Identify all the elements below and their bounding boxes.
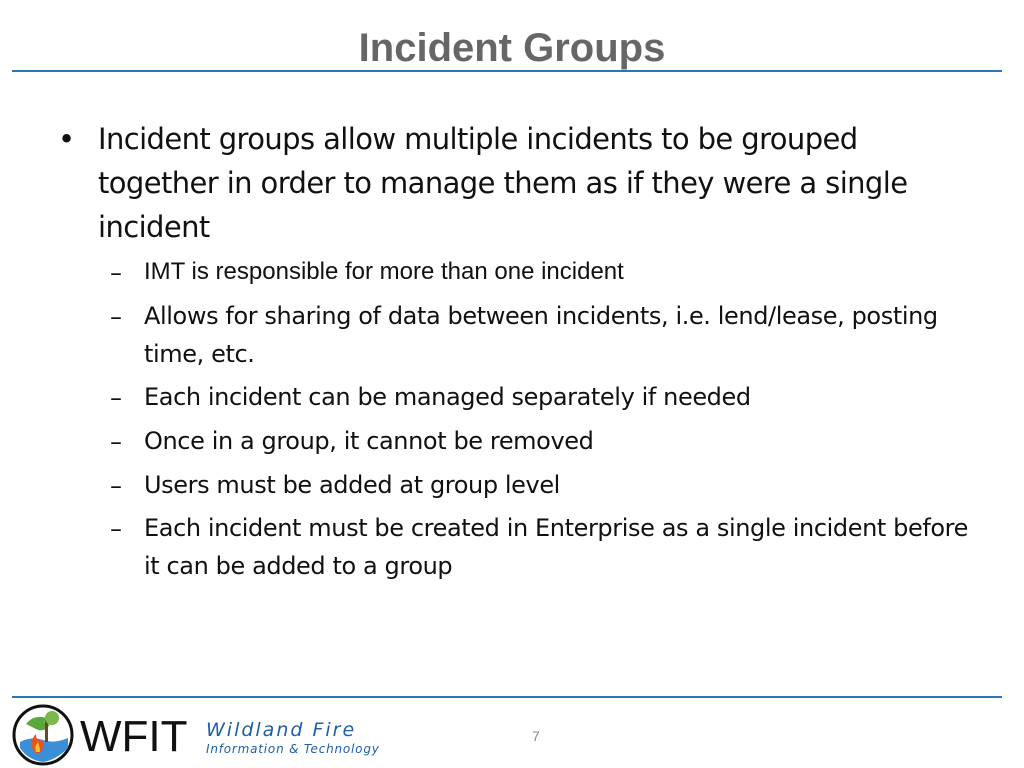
- sub-bullet-2: Allows for sharing of data between incidents, i.e. lend/lease, posting time, etc.: [144, 302, 938, 368]
- footer-divider: [12, 696, 1002, 698]
- brand-tagline-line2: Information & Technology: [206, 742, 380, 756]
- sub-bullet-marker: –: [110, 472, 122, 500]
- sub-bullet-5: Users must be added at group level: [144, 471, 560, 499]
- sub-bullet-marker: –: [110, 384, 122, 412]
- sub-bullet-3: Each incident can be managed separately if needed: [144, 383, 751, 411]
- brand-tagline-line1: Wildland Fire: [206, 719, 357, 741]
- main-bullet-text: Incident groups allow multiple incidents to be grouped together in order to manage them as if they were a single incident: [98, 122, 908, 244]
- sub-bullet-1: IMT is responsible for more than one incident: [144, 258, 624, 285]
- sub-bullet-4: Once in a group, it cannot be removed: [144, 427, 594, 455]
- title-divider: [12, 70, 1002, 72]
- sub-bullet-6: Each incident must be created in Enterprise as a single incident before it can be added to a group: [144, 514, 968, 580]
- sub-bullet-marker: –: [110, 428, 122, 456]
- page-number: 7: [532, 728, 540, 744]
- sub-bullet-marker: –: [110, 515, 122, 543]
- wfit-logo-icon: [12, 704, 74, 766]
- brand-wordmark: WFIT: [80, 712, 188, 761]
- sub-bullet-marker: –: [110, 259, 122, 287]
- sub-bullet-marker: –: [110, 303, 122, 331]
- slide-title: Incident Groups: [358, 26, 666, 70]
- bullet-marker: •: [58, 122, 76, 156]
